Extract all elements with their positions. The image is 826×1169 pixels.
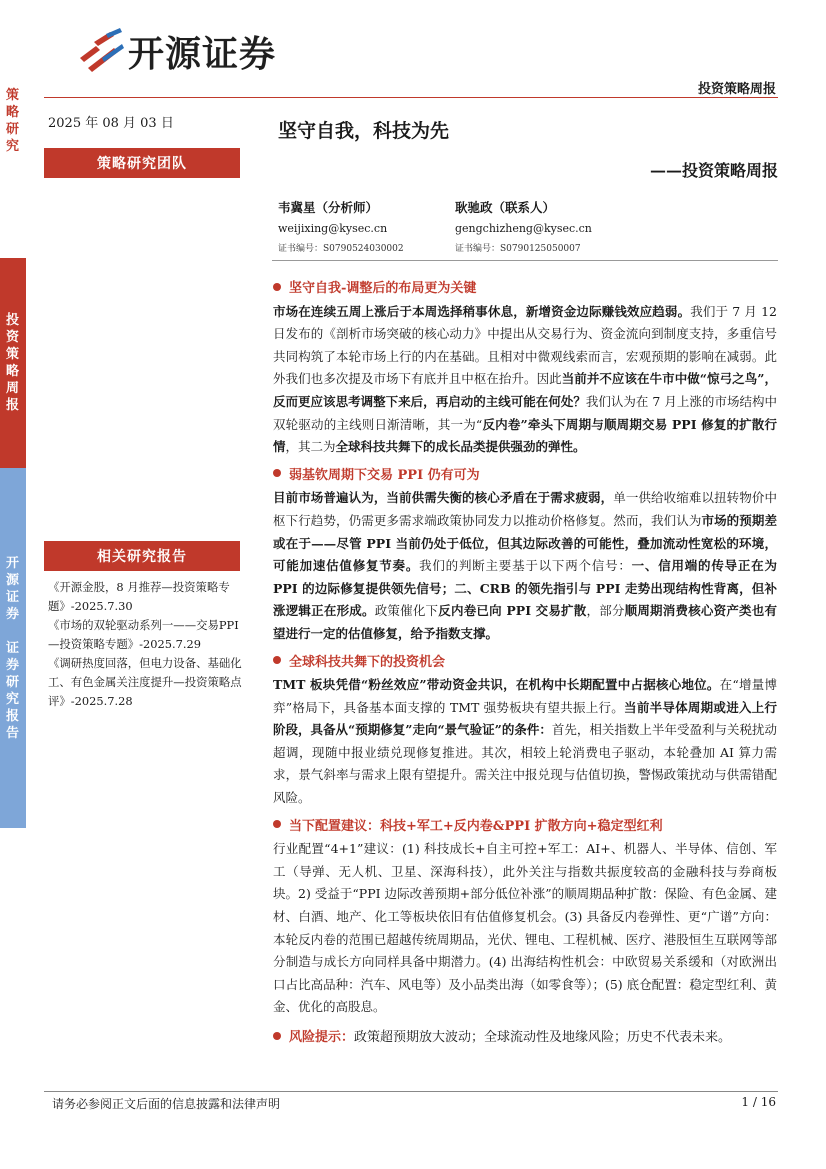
author-email[interactable]: gengchizheng@kysec.cn — [455, 222, 592, 235]
side-tab-char — [10, 623, 16, 640]
side-tab-char: 投 — [5, 313, 20, 328]
side-tab-char: 略 — [5, 364, 20, 379]
related-report-item[interactable]: 《开源金股，8 月推荐—投资策略专题》-2025.7.30 — [48, 580, 230, 613]
risk-text: 政策超预期放大波动；全球流动性及地缘风险；历史不代表未来。 — [354, 1030, 732, 1045]
side-tab-char: 券 — [5, 657, 20, 673]
author-cert: 证书编号：S0790125050007 — [455, 244, 581, 254]
team-title-box: 策略研究团队 — [44, 148, 240, 178]
side-tab-char: 证 — [5, 589, 20, 605]
bold-text: 反内卷已向 PPI 交易扩散 — [438, 603, 587, 619]
page-number: 1 / 16 — [741, 1095, 776, 1109]
body-text: ，其二为 — [285, 439, 336, 455]
side-tab-char: 资 — [5, 330, 20, 345]
risk-notice — [273, 1027, 777, 1050]
bullet-icon — [273, 469, 281, 477]
author-name: 耿驰政（联系人） — [455, 200, 556, 215]
bold-text: TMT 板块凭借“粉丝效应”带动资金共识，在机构中长期配置中占据核心地位。 — [273, 677, 720, 693]
side-tab-strategy-research — [0, 86, 26, 156]
bold-text: 市场的预期差或在于——尽管 PPI 当前仍处于低位，但其边际改善的可能性，叠加流动性宽松的环境，可能加速估值修复节奏。 — [273, 512, 777, 574]
body-text: 我们的判断主要基于以下两个信号： — [419, 558, 632, 574]
side-tab-weekly-report — [0, 258, 26, 468]
bold-text: 当前并不应该在牛市中做“惊弓之鸟”，反而更应该思考调整下来后，再启动的主线可能在何处？ — [273, 371, 777, 409]
bold-text: 顺周期消费核心资产类也有望进行一定的估值修复，给予指数支撑。 — [273, 603, 777, 641]
body-text: ，部分 — [586, 603, 625, 619]
body-text: 政策催化下 — [374, 603, 439, 619]
bullet-icon — [273, 1032, 281, 1040]
side-tab-char: 研 — [5, 674, 20, 690]
side-tab-char: 报 — [5, 398, 20, 413]
side-tab-char: 究 — [5, 139, 20, 154]
section-heading — [273, 465, 777, 488]
bullet-icon — [273, 283, 281, 291]
title-divider — [272, 260, 778, 261]
section-heading — [273, 652, 777, 675]
body-text: 单一供给收缩难以扭转物价中枢下行趋势，仍需更多需求端政策协同发力以推动价格修复。然而，我们认为 — [273, 490, 777, 528]
page-subtitle: ——投资策略周报 — [649, 161, 778, 180]
related-reports-list — [48, 578, 248, 711]
side-tab-char: 证 — [5, 640, 20, 656]
side-tab-char: 略 — [5, 105, 20, 120]
page-title: 坚守自我，科技为先 — [278, 120, 450, 142]
author-name: 韦冀星（分析师） — [278, 200, 379, 215]
side-tab-char: 开 — [5, 555, 20, 571]
body-text: 首先，相关指数上半年受盈利与关税扰动超调，现随中报业绩兑现修复推进。其次，相较上轮消费电子驱动，本轮叠加 AI 算力需求，景气斜率与需求上限有望提升。需关注中报兑现与估值切换，警惕政策扰动与供需错配风险。 — [273, 722, 777, 806]
section-heading-text: 当下配置建议：科技+军工+反内卷&PPI 扩散方向+稳定型红利 — [289, 818, 663, 834]
risk-label: 风险提示： — [289, 1030, 355, 1045]
side-tab-research-report — [0, 468, 26, 828]
body-text: 行业配置“4+1”建议：(1) 科技成长+自主可控+军工：AI+、机器人、半导体、信创、军工（导弹、无人机、卫星、深海科技），此外关注与指数共振度较高的金融科技与券商板块。2) 受益于“PPI 边际改善预期+部分低位补涨”的顺周期品种扩散：保险、有色金属、建材、白酒、地产、化工等板块依旧有估值修复机会。(3) 具备反内卷弹性、更“广谱”方向：本轮反内卷的范围已超越传统周期品，光伏、锂电、工程机械、医疗、港股恒生互联网等部分制造与成长方向同样具备中期潜力。(4) 出海结构性机会：中欧贸易关系缓和（对欧洲出口占比高品种：汽车、风电等）及小品类出海（如零食等）；(5) 底仓配置：稳定型红利、黄金、优化的高股息。 — [273, 841, 777, 1015]
section-paragraph — [273, 301, 777, 459]
section-paragraph — [273, 674, 777, 810]
related-report-item[interactable]: 《调研热度回落，但电力设备、基础化工、有色金属关注度提升—投资策略点评》-2025.7.28 — [48, 656, 242, 708]
section-paragraph — [273, 487, 777, 645]
footer-disclaimer: 请务必参阅正文后面的信息披露和法律声明 — [52, 1097, 281, 1111]
side-tab-char: 告 — [5, 725, 20, 741]
bold-text: 一、信用端的传导正在为 PPI 的边际修复提供领先信号；二、CRB 的领先指引与 PPI 走势出现结构性背离，但补涨逻辑正在形成。 — [273, 558, 777, 619]
section-heading-text: 坚守自我-调整后的布局更为关键 — [289, 281, 477, 296]
side-tab-char: 策 — [5, 347, 20, 362]
report-body — [273, 272, 777, 1050]
body-text: 在“增量博弈”格局下，具备基本面支撑的 TMT 强势板块有望共振上行。 — [273, 677, 777, 715]
author-email[interactable]: weijixing@kysec.cn — [278, 222, 388, 235]
body-text: 我们认为在 7 月上涨的市场结构中双轮驱动的主线则日渐清晰，其一为“ — [273, 393, 777, 432]
side-tab-char: 研 — [5, 122, 20, 137]
side-tab-char: 周 — [5, 381, 20, 396]
section-heading-text: 全球科技共舞下的投资机会 — [289, 654, 446, 670]
side-tab-char: 策 — [5, 88, 20, 103]
report-date: 2025 年 08 月 03 日 — [48, 116, 174, 131]
side-tab-char: 券 — [5, 606, 20, 622]
logo-text: 开源证券 — [128, 34, 277, 75]
related-report-item[interactable]: 《市场的双轮驱动系列一——交易PPI—投资策略专题》-2025.7.29 — [48, 618, 239, 651]
section-heading — [273, 816, 777, 839]
side-tab-char: 源 — [5, 572, 20, 588]
bold-text: 市场在连续五周上涨后于本周选择稍事休息，新增资金边际赚钱效应趋弱。 — [273, 303, 691, 319]
related-reports-title-box: 相关研究报告 — [44, 541, 240, 571]
side-tab-char: 报 — [5, 708, 20, 724]
bold-text: 反内卷”牵头下周期与顺周期交易 PPI 修复的扩散行情 — [273, 416, 777, 455]
section-heading-text: 弱基钦周期下交易 PPI 仍有可为 — [289, 467, 480, 483]
body-text: 我们于 7 月 12 日发布的《剖析市场突破的核心动力》中提出从交易行为、资金流向到制度支持，多重信号共同构筑了本轮市场上行的内在基础。且相对中微观线索而言，宏观预期的影响在减弱。此外我们也多次提及市场下有底并且中枢在抬升。因此 — [273, 303, 777, 387]
bold-text: 目前市场普遍认为，当前供需失衡的核心矛盾在于需求疲弱， — [273, 490, 614, 506]
bold-text: 全球科技共舞下的成长品类提供强劲的弹性。 — [335, 439, 586, 455]
bullet-icon — [273, 656, 281, 664]
section-paragraph — [273, 838, 777, 1019]
author-cert: 证书编号：S0790524030002 — [278, 244, 404, 254]
bold-text: 当前半导体周期或进入上行阶段，具备从“预期修复”走向“景气验证”的条件： — [273, 699, 777, 738]
section-heading — [273, 278, 777, 301]
bullet-icon — [273, 820, 281, 828]
side-tab-char: 究 — [5, 691, 20, 707]
report-type-label: 投资策略周报 — [697, 82, 776, 97]
footer-divider — [44, 1091, 778, 1092]
header-divider — [44, 97, 778, 98]
